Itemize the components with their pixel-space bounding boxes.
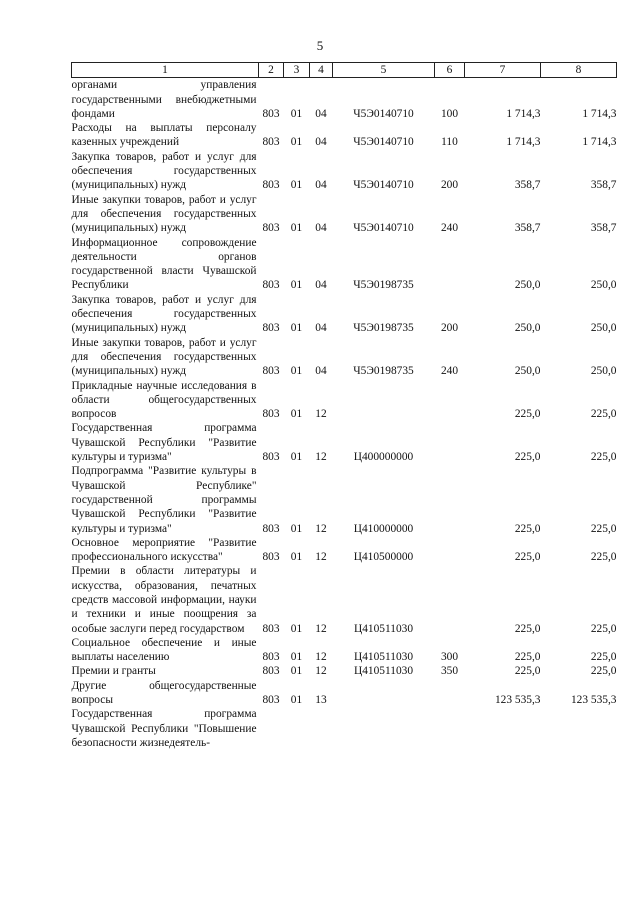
row-section: 01 <box>290 665 303 678</box>
row-subsection: 12 <box>315 522 327 535</box>
row-amount-2: 358,7 <box>590 179 617 192</box>
row-amount-1: 250,0 <box>514 365 541 378</box>
row-subsection: 04 <box>315 179 327 192</box>
row-ved: 803 <box>262 522 280 535</box>
row-name: Закупка товаров, работ и услуг для обеспечения государственных (муниципальных) нужд <box>71 150 257 192</box>
row-expense-type: 350 <box>440 665 459 678</box>
row-amount-1 <box>465 707 541 750</box>
row-subsection: 04 <box>315 322 327 335</box>
row-expense-type: 200 <box>440 322 459 335</box>
row-section: 01 <box>290 322 303 335</box>
row-ved: 803 <box>262 451 280 464</box>
table-row <box>72 336 617 379</box>
row-ved: 803 <box>262 136 280 149</box>
table-row <box>72 421 617 464</box>
row-target-article: Ч5Э0140710 <box>353 136 414 149</box>
row-target-article: Ч5Э0140710 <box>353 222 414 235</box>
page-number: 5 <box>316 38 324 53</box>
table-row <box>72 193 617 236</box>
row-target-article: Ч5Э0198735 <box>353 365 414 378</box>
column-header-4: 4 <box>310 63 333 78</box>
table-header <box>72 63 617 78</box>
row-name: органами управления государственными внебюджетными фондами <box>71 79 257 120</box>
row-amount-2: 225,0 <box>590 622 617 635</box>
row-expense-type: 110 <box>441 136 458 149</box>
row-amount-1: 123 535,3 <box>494 694 541 707</box>
row-amount-2: 250,0 <box>590 279 617 292</box>
row-expense-type <box>435 464 465 535</box>
row-expense-type: 300 <box>440 651 459 664</box>
row-amount-1: 225,0 <box>514 551 541 564</box>
row-amount-1: 358,7 <box>514 179 541 192</box>
row-name: Иные закупки товаров, работ и услуг для обеспечения государственных (муниципальных) нужд <box>71 193 257 235</box>
row-amount-2: 358,7 <box>590 222 617 235</box>
table-row <box>72 379 617 422</box>
row-name: Закупка товаров, работ и услуг для обеспечения государственных (муниципальных) нужд <box>71 293 257 335</box>
table-row <box>72 150 617 193</box>
row-amount-1: 225,0 <box>514 522 541 535</box>
row-amount-2: 225,0 <box>590 522 617 535</box>
row-ved: 803 <box>262 365 280 378</box>
row-amount-2: 1 714,3 <box>582 136 617 149</box>
row-target-article: Ц410511030 <box>353 622 414 635</box>
row-section: 01 <box>290 522 303 535</box>
row-name: Социальное обеспечение и иные выплаты населению <box>71 636 257 664</box>
row-ved: 803 <box>262 408 280 421</box>
row-ved: 803 <box>262 622 280 635</box>
row-name: Расходы на выплаты персоналу казенных учреждений <box>71 122 257 149</box>
row-amount-1: 1 714,3 <box>506 107 541 120</box>
row-target-article: Ч5Э0198735 <box>353 279 414 292</box>
row-subsection: 12 <box>315 551 327 564</box>
row-target-article: Ц410511030 <box>353 665 414 678</box>
row-amount-1: 250,0 <box>514 322 541 335</box>
row-expense-type: 100 <box>440 107 459 120</box>
row-ved: 803 <box>262 651 280 664</box>
row-expense-type <box>435 564 465 635</box>
row-amount-1: 1 714,3 <box>506 136 541 149</box>
row-ved: 803 <box>262 694 280 707</box>
row-amount-1: 250,0 <box>514 279 541 292</box>
row-expense-type: 200 <box>440 179 459 192</box>
row-expense-type <box>435 236 465 293</box>
row-expense-type <box>435 679 465 708</box>
row-subsection: 12 <box>315 622 327 635</box>
table-row <box>72 679 617 708</box>
table-row <box>72 707 617 750</box>
row-name: Государственная программа Чувашской Республики "Развитие культуры и туризма" <box>71 422 257 464</box>
row-expense-type <box>435 707 465 750</box>
row-target-article: Ч5Э0140710 <box>353 107 414 120</box>
row-amount-2: 123 535,3 <box>570 694 617 707</box>
table-row <box>72 636 617 665</box>
row-subsection: 13 <box>315 694 327 707</box>
row-section: 01 <box>290 451 303 464</box>
table-row <box>72 564 617 635</box>
row-subsection: 12 <box>315 651 327 664</box>
row-amount-1: 358,7 <box>514 222 541 235</box>
row-amount-1: 225,0 <box>514 665 541 678</box>
row-ved: 803 <box>262 222 280 235</box>
column-header-7: 7 <box>465 63 541 78</box>
row-amount-1: 225,0 <box>514 622 541 635</box>
row-amount-1: 225,0 <box>514 651 541 664</box>
budget-table <box>71 62 617 750</box>
row-expense-type <box>435 421 465 464</box>
row-section: 01 <box>290 365 303 378</box>
column-header-2: 2 <box>259 63 284 78</box>
row-subsection: 04 <box>315 136 327 149</box>
row-ved: 803 <box>262 107 280 120</box>
header-row <box>72 63 617 78</box>
row-amount-2: 250,0 <box>590 322 617 335</box>
row-amount-2: 225,0 <box>590 408 617 421</box>
row-ved: 803 <box>262 322 280 335</box>
column-header-6: 6 <box>435 63 465 78</box>
row-target-article <box>333 379 435 422</box>
row-amount-2: 225,0 <box>590 651 617 664</box>
column-header-1: 1 <box>72 63 259 78</box>
row-section: 01 <box>290 107 303 120</box>
row-target-article: Ц410500000 <box>353 551 414 564</box>
row-subsection: 12 <box>315 408 327 421</box>
row-amount-2: 1 714,3 <box>582 107 617 120</box>
row-amount-1: 225,0 <box>514 451 541 464</box>
row-section: 01 <box>290 408 303 421</box>
row-amount-2 <box>541 707 617 750</box>
row-target-article <box>333 679 435 708</box>
row-subsection: 04 <box>315 365 327 378</box>
row-subsection: 04 <box>315 107 327 120</box>
row-subsection: 12 <box>315 665 327 678</box>
row-target-article: Ч5Э0140710 <box>353 179 414 192</box>
row-expense-type <box>435 536 465 565</box>
table-row <box>72 536 617 565</box>
row-target-article <box>333 707 435 750</box>
row-ved: 803 <box>262 279 280 292</box>
row-section: 01 <box>290 694 303 707</box>
column-header-8: 8 <box>541 63 617 78</box>
table-row <box>72 236 617 293</box>
row-section: 01 <box>290 222 303 235</box>
row-section: 01 <box>290 279 303 292</box>
row-name: Государственная программа Чувашской Республики "Повышение безопасности жизнедеятель- <box>71 708 257 749</box>
row-name: Другие общегосударственные вопросы <box>71 679 257 707</box>
row-section: 01 <box>290 551 303 564</box>
row-name: Премии в области литературы и искусства, образования, печатных средств массовой информации, науки и техники и иные поощрения за особые заслуги перед государством <box>71 565 257 635</box>
row-subsection <box>310 707 333 750</box>
row-subsection: 12 <box>315 451 327 464</box>
row-section: 01 <box>290 651 303 664</box>
row-expense-type <box>435 379 465 422</box>
row-name: Премии и гранты <box>71 665 156 678</box>
row-subsection: 04 <box>315 222 327 235</box>
row-section <box>284 707 310 750</box>
row-ved <box>259 707 284 750</box>
row-expense-type: 240 <box>440 222 459 235</box>
row-name: Подпрограмма "Развитие культуры в Чувашской Республике" государственной программы Чувашской Республики "Развитие культуры и туризма" <box>71 465 257 535</box>
row-amount-2: 225,0 <box>590 551 617 564</box>
row-subsection: 04 <box>315 279 327 292</box>
row-section: 01 <box>290 136 303 149</box>
table-row <box>72 121 617 150</box>
row-name: Основное мероприятие "Развитие профессионального искусства" <box>71 536 257 564</box>
row-name: Прикладные научные исследования в области общегосударственных вопросов <box>71 379 257 421</box>
row-target-article: Ц410000000 <box>353 522 414 535</box>
column-header-3: 3 <box>284 63 310 78</box>
column-header-5: 5 <box>333 63 435 78</box>
row-ved: 803 <box>262 179 280 192</box>
row-amount-1: 225,0 <box>514 408 541 421</box>
row-target-article: Ч5Э0198735 <box>353 322 414 335</box>
row-section: 01 <box>290 622 303 635</box>
row-expense-type: 240 <box>440 365 459 378</box>
table-row <box>72 464 617 535</box>
row-ved: 803 <box>262 665 280 678</box>
row-section: 01 <box>290 179 303 192</box>
row-name: Иные закупки товаров, работ и услуг для обеспечения государственных (муниципальных) нужд <box>71 336 257 378</box>
table-row <box>72 78 617 121</box>
row-amount-2: 225,0 <box>590 665 617 678</box>
row-amount-2: 250,0 <box>590 365 617 378</box>
row-target-article: Ц410511030 <box>353 651 414 664</box>
row-target-article: Ц400000000 <box>353 451 414 464</box>
table-body <box>72 78 617 750</box>
row-amount-2: 225,0 <box>590 451 617 464</box>
table-row <box>72 293 617 336</box>
row-name: Информационное сопровождение деятельности органов государственной власти Чувашской Республики <box>71 236 257 292</box>
table-row <box>72 664 617 678</box>
row-ved: 803 <box>262 551 280 564</box>
